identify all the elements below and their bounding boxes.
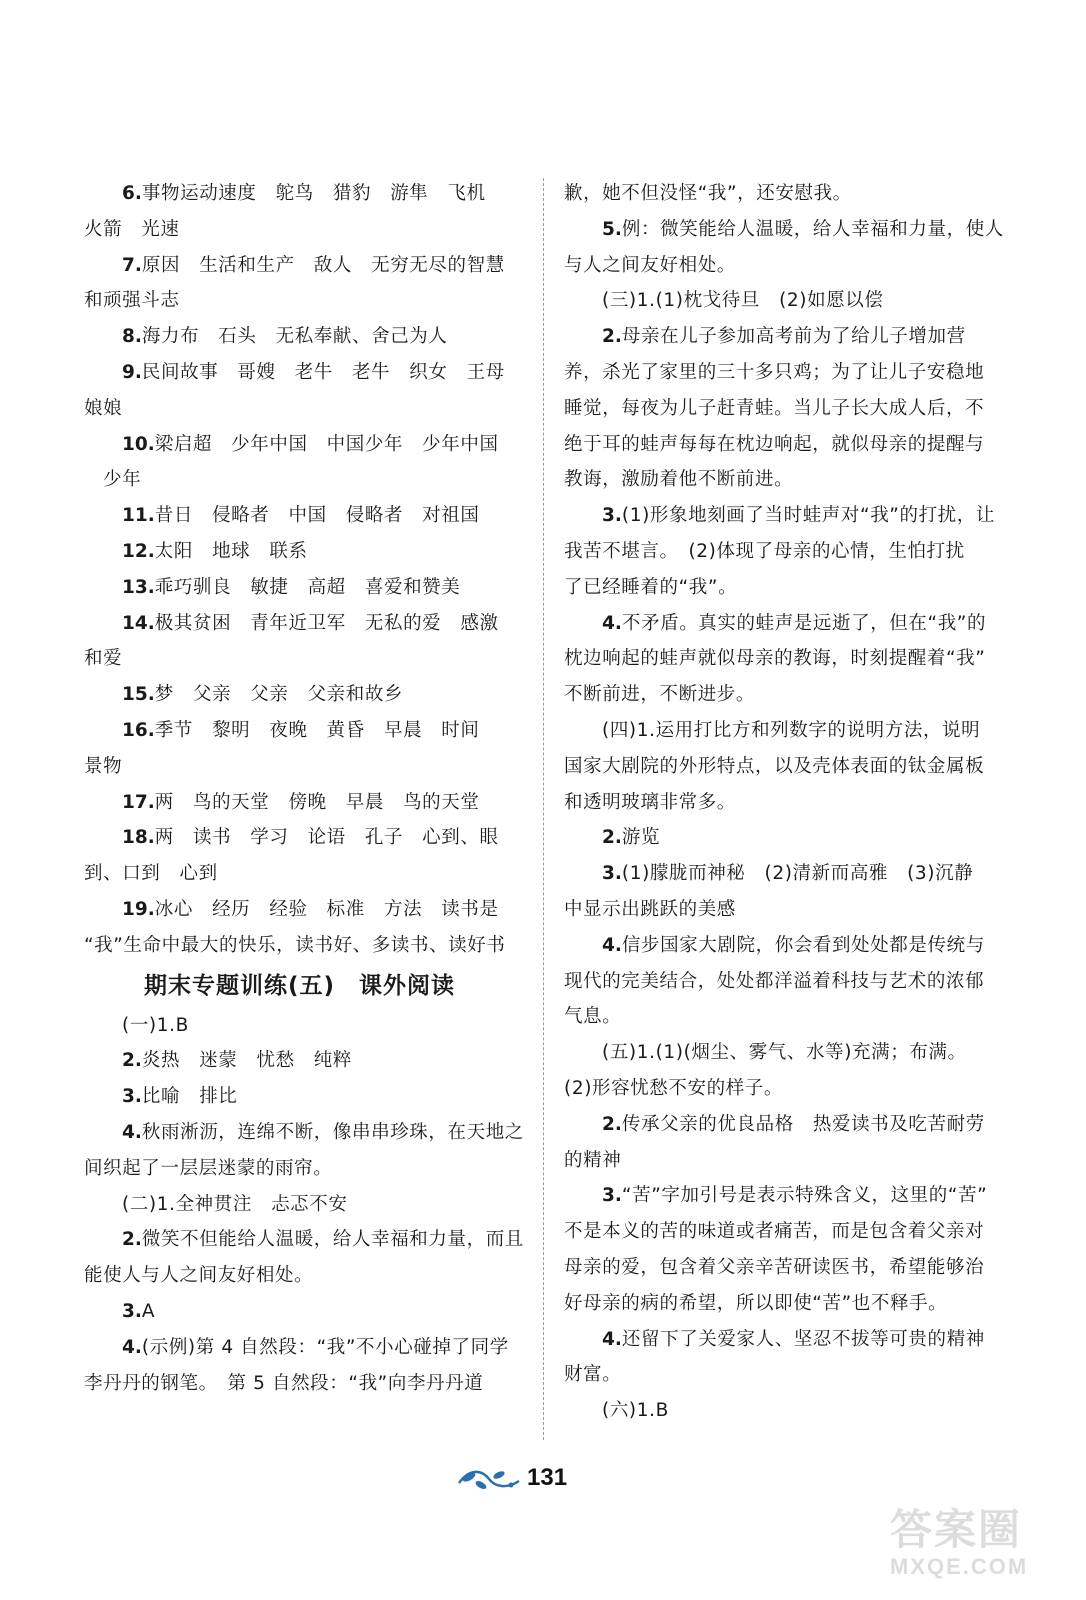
answer-line <box>564 713 1004 749</box>
answer-text: 与人之间友好相处。 <box>564 254 736 276</box>
answer-text: 秋雨淅沥，连绵不断，像串串珍珠，在天地之 <box>141 1121 524 1143</box>
answer-text: 事物运动速度 鸵鸟 猎豹 游隼 飞机 <box>141 183 486 204</box>
item-number: 10. <box>122 433 155 455</box>
answer-text: 不断前进，不断进步。 <box>564 684 756 706</box>
item-number: 9. <box>122 361 142 383</box>
answer-line <box>564 534 1004 570</box>
answer-text: 乖巧驯良 敏捷 高超 喜爱和赞美 <box>154 576 461 598</box>
answer-line <box>84 534 524 570</box>
answer-line <box>564 570 1004 606</box>
item-number: 4. <box>602 934 622 956</box>
leaf-ornament-icon <box>455 1461 523 1495</box>
answer-line <box>564 498 1004 534</box>
item-number: 13. <box>122 576 155 598</box>
answer-text: 中显示出跳跃的美感 <box>564 898 736 920</box>
answer-text: 景物 <box>84 755 123 777</box>
answer-text: 教诲，激励着他不断前进。 <box>564 469 794 491</box>
answer-text: 母亲在儿子参加高考前为了给儿子增加营 <box>621 326 966 348</box>
answer-line <box>84 248 524 284</box>
item-number: 2. <box>122 1229 142 1251</box>
answer-line <box>84 176 524 212</box>
answer-line <box>84 498 524 534</box>
answer-text: 的精神 <box>564 1149 622 1171</box>
answer-line <box>564 1071 1004 1107</box>
answer-text: 梦 父亲 父亲 父亲和故乡 <box>154 684 404 706</box>
item-number: 11. <box>122 505 155 527</box>
answer-text: (2)形容忧愁不安的样子。 <box>564 1077 784 1099</box>
answer-line <box>564 928 1004 964</box>
answer-text: 和爱 <box>84 648 123 670</box>
answer-text: (五)1.(1)(烟尘、雾气、水等)充满；布满。 <box>602 1042 967 1064</box>
answer-line <box>564 283 1004 319</box>
item-number: 2. <box>602 326 622 348</box>
answer-text: (六)1.B <box>602 1400 669 1422</box>
answer-line <box>564 892 1004 928</box>
item-number: 6. <box>122 183 142 204</box>
answer-line <box>564 319 1004 355</box>
item-number: 14. <box>122 612 155 634</box>
answer-text: 不是本义的苦的味道或者痛苦，而是包含着父亲对 <box>564 1221 985 1243</box>
answer-line <box>564 248 1004 284</box>
answer-line <box>84 785 524 821</box>
answer-text: 好母亲的病的希望，所以即使“苦”也不释手。 <box>564 1292 948 1314</box>
answer-text: 海力布 石头 无私奉献、舍己为人 <box>141 326 448 348</box>
answer-line <box>564 856 1004 892</box>
answer-line <box>84 713 524 749</box>
answer-text: (1)形象地刻画了当时蛙声对“我”的打扰，让 <box>621 505 995 527</box>
answer-line <box>564 212 1004 248</box>
watermark-url: MXQE.COM <box>890 1554 1029 1579</box>
answer-line <box>84 1043 524 1079</box>
answer-line <box>84 820 524 856</box>
answer-line <box>564 462 1004 498</box>
answer-line <box>84 427 524 463</box>
answer-text: 养，杀光了家里的三十多只鸡；为了让儿子安稳地 <box>564 361 985 383</box>
answer-text: 和顽强斗志 <box>84 290 180 312</box>
item-number: 3. <box>602 1185 622 1207</box>
answer-line <box>84 462 524 498</box>
answer-text: 现代的完美结合，处处都洋溢着科技与艺术的浓郁 <box>564 970 985 992</box>
answer-text: (二)1.全神贯注 忐忑不安 <box>122 1193 348 1215</box>
answer-text: 传承父亲的优良品格 热爱读书及吃苦耐劳 <box>621 1113 985 1135</box>
answer-line <box>84 677 524 713</box>
answer-text: 枕边响起的蛙声就似母亲的教诲，时刻提醒着“我” <box>564 648 986 670</box>
answer-line <box>564 176 1004 212</box>
item-number: 4. <box>602 612 622 634</box>
answer-line <box>84 749 524 785</box>
answer-line <box>564 677 1004 713</box>
answer-line <box>84 1079 524 1115</box>
answer-text: “我”生命中最大的快乐，读书好、多读书、读好书 <box>84 934 506 956</box>
item-number: 8. <box>122 326 142 348</box>
item-number: 4. <box>602 1328 622 1350</box>
answer-text: 还留下了关爱家人、坚忍不拔等可贵的精神 <box>621 1328 985 1350</box>
item-number: 4. <box>122 1121 142 1143</box>
answer-line <box>564 820 1004 856</box>
answer-line <box>564 1250 1004 1286</box>
section-heading: 期末专题训练(五) 课外阅读 <box>144 972 456 999</box>
answer-text: 了已经睡着的“我”。 <box>564 576 738 598</box>
answer-text: 间织起了一层层迷蒙的雨帘。 <box>84 1157 333 1179</box>
page-footer <box>455 1458 567 1498</box>
left-column <box>84 176 524 1401</box>
item-number: 7. <box>122 254 142 276</box>
answer-line <box>84 641 524 677</box>
item-number: 3. <box>122 1300 142 1322</box>
answer-line <box>84 892 524 928</box>
answer-text: 国家大剧院的外形特点，以及壳体表面的钛金属板 <box>564 755 985 777</box>
item-number: 3. <box>602 863 622 885</box>
answer-line <box>564 999 1004 1035</box>
answer-line <box>564 1357 1004 1393</box>
answer-text: 我苦不堪言。 (2)体现了母亲的心情，生怕打扰 <box>564 540 965 562</box>
answer-line <box>84 1258 524 1294</box>
item-number: 3. <box>122 1086 142 1108</box>
answer-line <box>564 1286 1004 1322</box>
answer-text: 梁启超 少年中国 中国少年 少年中国 <box>154 433 499 455</box>
answer-text: 能使人与人之间友好相处。 <box>84 1265 314 1287</box>
answer-line <box>564 391 1004 427</box>
answer-line <box>564 1035 1004 1071</box>
answer-line <box>564 355 1004 391</box>
answer-line <box>84 319 524 355</box>
item-number: 16. <box>122 719 155 741</box>
answer-line <box>564 964 1004 1000</box>
item-number: 4. <box>122 1336 142 1358</box>
answer-text: 到、口到 心到 <box>84 863 218 885</box>
answer-line <box>84 1330 524 1366</box>
item-number: 2. <box>602 827 622 849</box>
answer-text: 冰心 经历 经验 标准 方法 读书是 <box>154 898 499 920</box>
answer-text: 炎热 迷蒙 忧愁 纯粹 <box>141 1050 353 1072</box>
answer-text: (四)1.运用打比方和列数字的说明方法，说明 <box>602 719 981 741</box>
answer-line <box>84 570 524 606</box>
answer-line <box>84 928 524 964</box>
column-divider <box>543 178 544 1440</box>
answer-text: 游览 <box>621 827 661 849</box>
answer-text: 财富。 <box>564 1364 622 1386</box>
answer-line <box>84 1151 524 1187</box>
answer-line <box>84 1187 524 1223</box>
answer-text: 季节 黎明 夜晚 黄昏 早晨 时间 <box>154 719 480 741</box>
answer-line <box>564 1214 1004 1250</box>
answer-text: 和透明玻璃非常多。 <box>564 791 736 813</box>
answer-line <box>564 1143 1004 1179</box>
answer-line <box>84 856 524 892</box>
item-number: 2. <box>602 1113 622 1135</box>
answer-text: 气息。 <box>564 1006 622 1028</box>
item-number: 3. <box>602 505 622 527</box>
page-number: 131 <box>527 1464 568 1491</box>
answer-line <box>564 749 1004 785</box>
answer-line <box>84 1366 524 1402</box>
answer-line <box>564 1322 1004 1358</box>
answer-line <box>84 283 524 319</box>
item-number: 2. <box>122 1050 142 1072</box>
right-column <box>564 176 1004 1429</box>
answer-text: 太阳 地球 联系 <box>154 540 308 562</box>
answer-text: 昔日 侵略者 中国 侵略者 对祖国 <box>154 505 480 527</box>
item-number: 17. <box>122 791 155 813</box>
answer-text: 原因 生活和生产 敌人 无穷无尽的智慧 <box>141 254 505 276</box>
answer-text: 民间故事 哥嫂 老牛 老牛 织女 王母 <box>141 361 505 383</box>
answer-text: 比喻 排比 <box>141 1086 238 1108</box>
answer-line <box>84 1115 524 1151</box>
answer-line <box>84 1008 524 1044</box>
answer-text: (三)1.(1)枕戈待旦 (2)如愿以偿 <box>602 290 884 312</box>
answer-text: (1)朦胧而神秘 (2)清新而高雅 (3)沉静 <box>621 863 974 885</box>
answer-text: 信步国家大剧院，你会看到处处都是传统与 <box>621 934 985 956</box>
item-number: 12. <box>122 540 155 562</box>
answer-line <box>84 606 524 642</box>
answer-line <box>84 1294 524 1330</box>
answer-text: 李丹丹的钢笔。 第 5 自然段：“我”向李丹丹道 <box>84 1372 484 1394</box>
answer-text: “苦”字加引号是表示特殊含义，这里的“苦” <box>621 1185 988 1207</box>
answer-text: 微笑不但能给人温暖，给人幸福和力量，而且 <box>141 1229 524 1251</box>
answer-text: (一)1.B <box>122 1014 189 1036</box>
answer-text: 歉，她不但没怪“我”，还安慰我。 <box>564 183 852 204</box>
answer-text: 火箭 光速 <box>84 218 180 240</box>
answer-text: 两 读书 学习 论语 孔子 心到、眼 <box>154 827 499 849</box>
item-number: 15. <box>122 684 155 706</box>
answer-line <box>564 641 1004 677</box>
answer-line <box>564 785 1004 821</box>
answer-text: 少年 <box>84 469 142 491</box>
item-number: 18. <box>122 827 155 849</box>
answer-text: (示例)第 4 自然段：“我”不小心碰掉了同学 <box>141 1336 509 1358</box>
answer-text: 母亲的爱，包含着父亲辛苦研读医书，希望能够治 <box>564 1256 985 1278</box>
answer-line <box>564 427 1004 463</box>
answer-line <box>564 1107 1004 1143</box>
answer-line <box>564 1178 1004 1214</box>
answer-line <box>84 212 524 248</box>
answer-text: A <box>141 1300 156 1322</box>
watermark <box>890 1506 1080 1596</box>
answer-text: 例：微笑能给人温暖，给人幸福和力量，使人 <box>621 218 1004 240</box>
answer-text: 不矛盾。真实的蛙声是远逝了，但在“我”的 <box>621 612 987 634</box>
item-number: 5. <box>602 218 622 240</box>
answer-line <box>84 391 524 427</box>
answer-text: 极其贫困 青年近卫军 无私的爱 感激 <box>154 612 499 634</box>
answer-line <box>564 1393 1004 1429</box>
answer-line <box>564 606 1004 642</box>
answer-text: 绝于耳的蛙声每每在枕边响起，就似母亲的提醒与 <box>564 433 985 455</box>
answer-line <box>84 1222 524 1258</box>
answer-text: 娘娘 <box>84 397 123 419</box>
answer-text: 两 鸟的天堂 傍晚 早晨 鸟的天堂 <box>154 791 480 813</box>
item-number: 19. <box>122 898 155 920</box>
watermark-logo: 答案圈 <box>890 1505 1023 1554</box>
answer-text: 睡觉，每夜为儿子赶青蛙。当儿子长大成人后，不 <box>564 397 985 419</box>
answer-line <box>84 355 524 391</box>
